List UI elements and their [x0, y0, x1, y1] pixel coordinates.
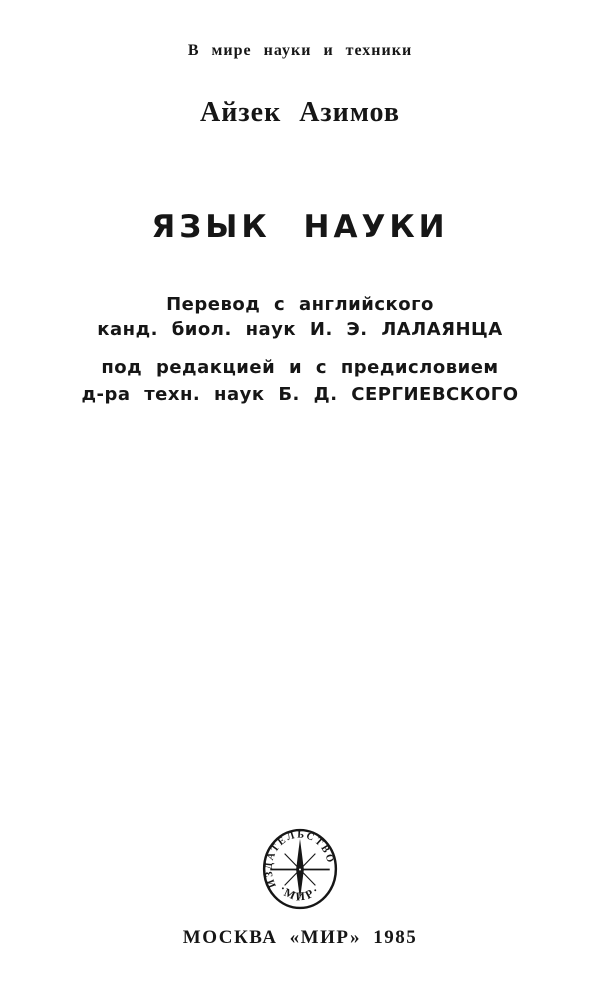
publisher-logo-bottom-text: ·МИР·	[276, 882, 324, 904]
editors-credit-line-2: д-ра техн. наук Б. Д. СЕРГИЕВСКОГО	[81, 384, 519, 405]
editors-credit-line-1: под редакцией и с предисловием	[101, 357, 499, 378]
translation-credit-line-2: канд. биол. наук И. Э. ЛАЛАЯНЦА	[97, 319, 503, 340]
author-name: Айзек Азимов	[200, 97, 400, 128]
publisher-logo-top-text: ИЗДАТЕЛЬСТВО	[263, 829, 337, 890]
book-title: ЯЗЫК НАУКИ	[151, 209, 449, 245]
imprint-line: МОСКВА «МИР» 1985	[182, 927, 418, 948]
translation-credit-line-1: Перевод с английского	[166, 294, 434, 315]
series-label: В мире науки и техники	[187, 42, 413, 59]
mir-publisher-emblem-icon	[262, 828, 338, 910]
publisher-logo	[262, 828, 338, 910]
